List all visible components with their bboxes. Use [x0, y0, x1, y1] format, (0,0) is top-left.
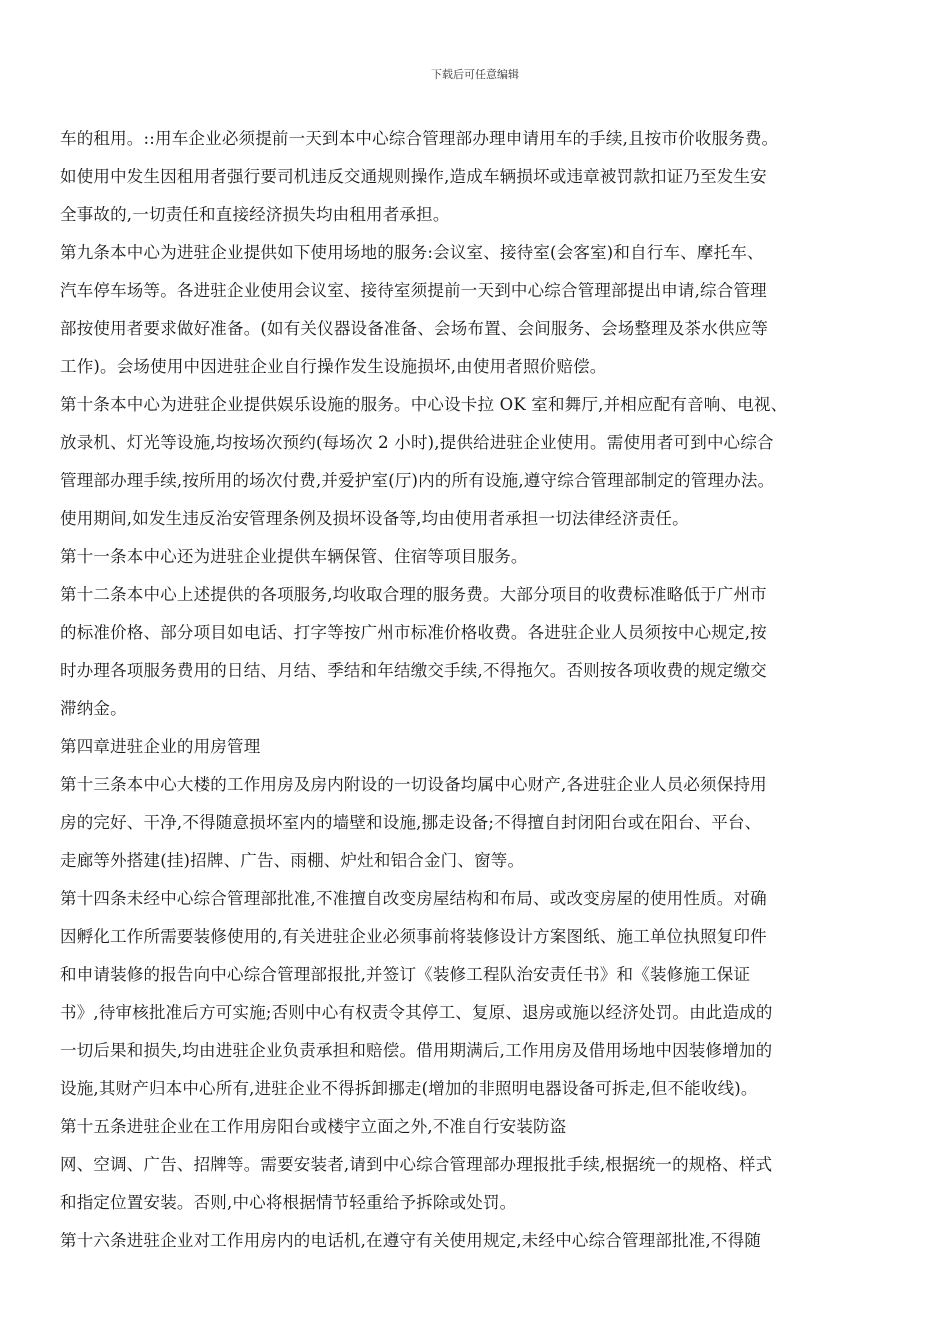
text-line: 工作)。会场使用中因进驻企业自行操作发生设施损坏,由使用者照价赔偿。 [60, 357, 607, 376]
chapter-heading: 第四章进驻企业的用房管理 [60, 737, 261, 756]
text-line: 设施,其财产归本中心所有,进驻企业不得拆卸挪走(增加的非照明电器设备可拆走,但不能收线)。 [60, 1079, 758, 1098]
text-line: 第十五条进驻企业在工作用房阳台或楼宇立面之外,不准自行安装防盗 [60, 1117, 567, 1136]
text-line: 和申请装修的报告向中心综合管理部报批,并签订《装修工程队治安责任书》和《装修施工保证 [60, 965, 751, 984]
text-line: 全事故的,一切责任和直接经济损失均由租用者承担。 [60, 205, 450, 224]
text-line: 和指定位置安装。否则,中心将根据情节轻重给予拆除或处罚。 [60, 1193, 517, 1212]
text-line: 使用期间,如发生违反治安管理条例及损坏设备等,均由使用者承担一切法律经济责任。 [60, 509, 689, 528]
text-line: 走廊等外搭建(挂)招牌、广告、雨棚、炉灶和铝合金门、窗等。 [60, 851, 525, 870]
text-line: 第十二条本中心上述提供的各项服务,均收取合理的服务费。大部分项目的收费标准略低于广州市 [60, 585, 767, 604]
text-line: 书》,待审核批准后方可实施;否则中心有权责令其停工、复原、退房或施以经济处罚。由此造成的 [60, 1003, 773, 1022]
text-line: 房的完好、干净,不得随意损坏室内的墙壁和设施,挪走设备;不得擅自封闭阳台或在阳台、平台、 [60, 813, 762, 832]
text-line: 车的租用。::用车企业必须提前一天到本中心综合管理部办理申请用车的手续,且按市价收服务费。 [60, 129, 779, 148]
text-line: 如使用中发生因租用者强行要司机违反交通规则操作,造成车辆损坏或违章被罚款扣证乃至发生安 [60, 167, 767, 186]
text-line: 第十四条未经中心综合管理部批准,不准擅自改变房屋结构和布局、或改变房屋的使用性质。对确 [60, 889, 767, 908]
page-header: 下载后可任意编辑 [431, 68, 519, 81]
text-line: 第十六条进驻企业对工作用房内的电话机,在遵守有关使用规定,未经中心综合管理部批准,不得随 [60, 1231, 762, 1250]
text-line: 部按使用者要求做好准备。(如有关仪器设备准备、会场布置、会间服务、会场整理及茶水供应等 [60, 319, 769, 338]
text-line: 第十三条本中心大楼的工作用房及房内附设的一切设备均属中心财产,各进驻企业人员必须保持用 [60, 775, 767, 794]
text-line: 第九条本中心为进驻企业提供如下使用场地的服务:会议室、接待室(会客室)和自行车、摩托车、 [60, 243, 764, 262]
text-line: 的标准价格、部分项目如电话、打字等按广州市标准价格收费。各进驻企业人员须按中心规定,按 [60, 623, 767, 642]
text-line: 时办理各项服务费用的日结、月结、季结和年结缴交手续,不得拖欠。否则按各项收费的规定缴交 [60, 661, 767, 680]
document-body [60, 120, 890, 1260]
text-line: 第十条本中心为进驻企业提供娱乐设施的服务。中心设卡拉 OK 室和舞厅,并相应配有音响、电视、 [60, 395, 788, 414]
text-line: 放录机、灯光等设施,均按场次预约(每场次 2 小时),提供给进驻企业使用。需使用者可到中心综合 [60, 433, 774, 452]
text-line: 汽车停车场等。各进驻企业使用会议室、接待室须提前一天到中心综合管理部提出申请,综合管理 [60, 281, 767, 300]
text-line: 管理部办理手续,按所用的场次付费,并爱护室(厅)内的所有设施,遵守综合管理部制定的管理办法。 [60, 471, 775, 490]
text-line: 网、空调、广告、招牌等。需要安装者,请到中心综合管理部办理报批手续,根据统一的规格、样式 [60, 1155, 773, 1174]
text-line: 一切后果和损失,均由进驻企业负责承担和赔偿。借用期满后,工作用房及借用场地中因装修增加的 [60, 1041, 773, 1060]
text-line: 因孵化工作所需要装修使用的,有关进驻企业必须事前将装修设计方案图纸、施工单位执照复印件 [60, 927, 767, 946]
text-line: 第十一条本中心还为进驻企业提供车辆保管、住宿等项目服务。 [60, 547, 528, 566]
text-line: 滞纳金。 [60, 699, 127, 718]
